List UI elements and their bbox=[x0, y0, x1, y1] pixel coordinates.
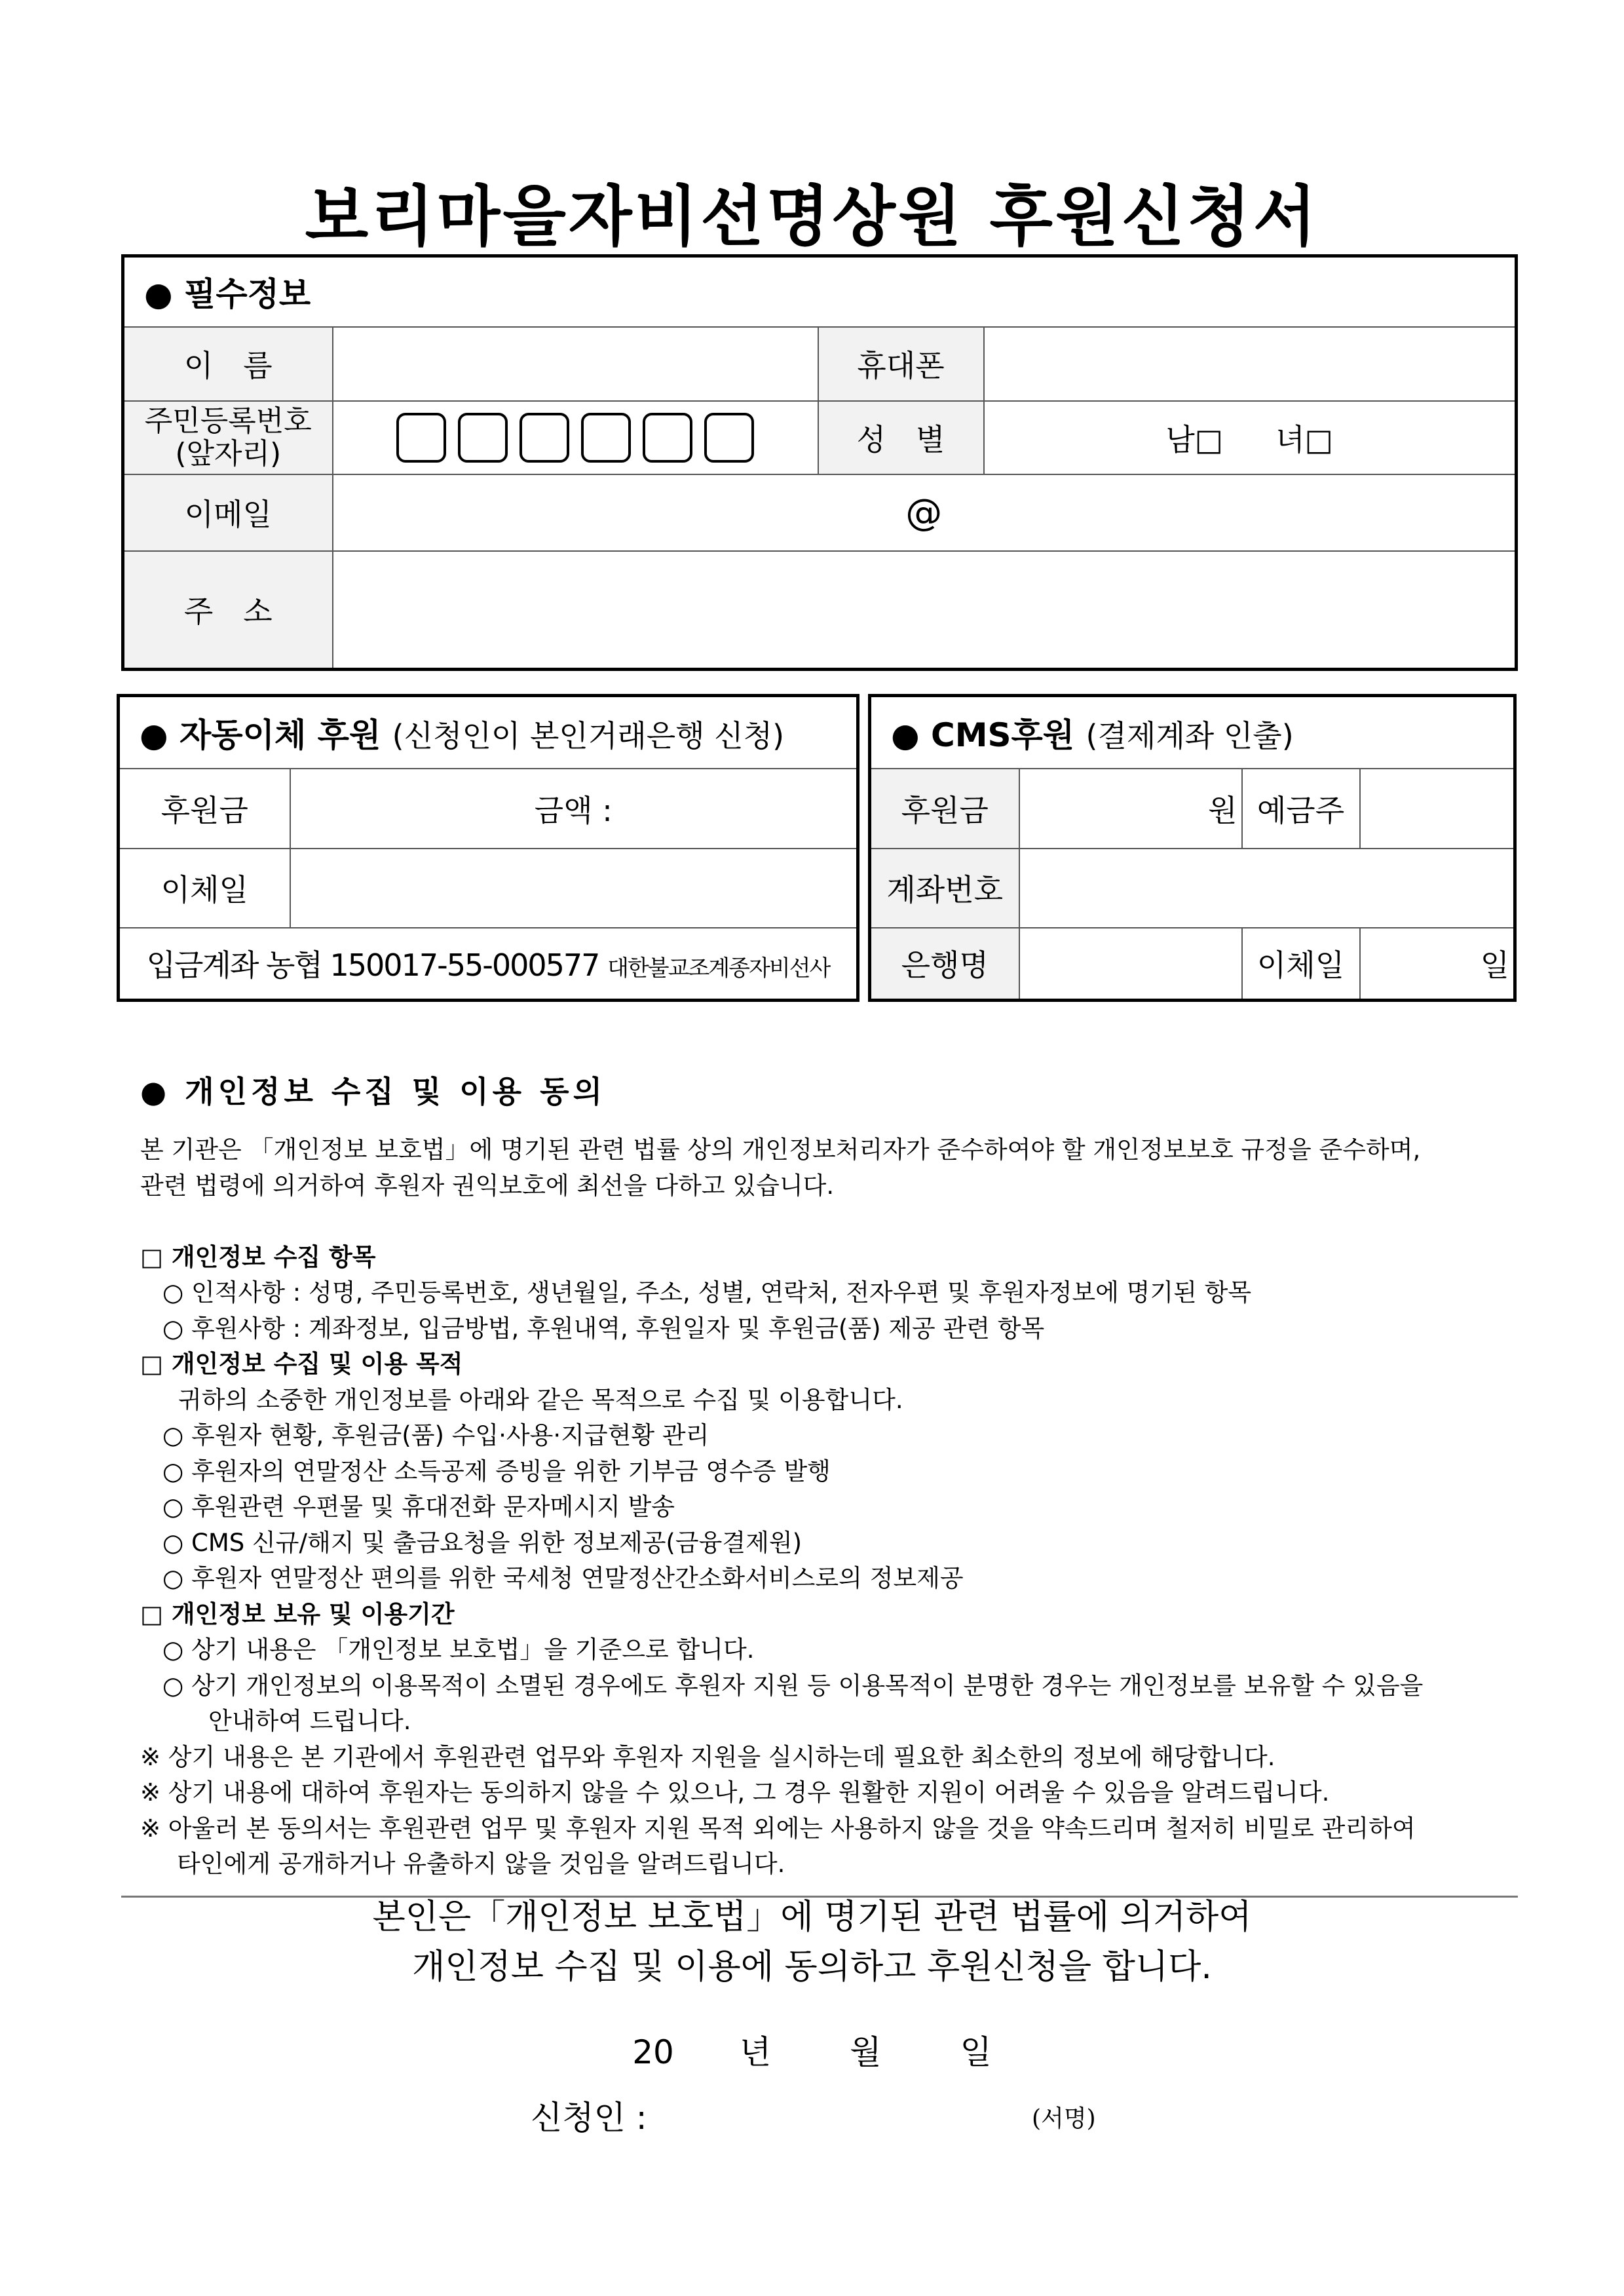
form-title: 보리마을자비선명상원 후원신청서 bbox=[305, 178, 1319, 255]
gender-male-checkbox[interactable]: 남□ bbox=[1165, 421, 1224, 457]
consent-line: 안내하여 드립니다. bbox=[208, 1707, 411, 1735]
consent-body bbox=[140, 1132, 1522, 1883]
name-label: 이 름 bbox=[123, 327, 333, 401]
consent-line: ○ 후원관련 우편물 및 휴대전화 문자메시지 발송 bbox=[162, 1493, 675, 1521]
rrn-digit-box[interactable] bbox=[581, 413, 631, 463]
cms-subtitle: (결제계좌 인출) bbox=[1086, 718, 1294, 754]
closing-line-2: 개인정보 수집 및 이용에 동의하고 후원신청을 합니다. bbox=[412, 1947, 1212, 1987]
consent-note: ※ 상기 내용에 대하여 후원자는 동의하지 않을 수 있으나, 그 경우 원활한 지원이 어려울 수 있음을 알려드립니다. bbox=[140, 1778, 1330, 1807]
consent-line: ○ 후원자 연말정산 편의를 위한 국세청 연말정산간소화서비스로의 정보제공 bbox=[162, 1564, 964, 1592]
rrn-digit-box[interactable] bbox=[458, 413, 508, 463]
rrn-digit-box[interactable] bbox=[396, 413, 446, 463]
signature-field[interactable]: (서명) bbox=[1032, 2105, 1096, 2132]
cms-bank-label: 은행명 bbox=[870, 928, 1019, 1001]
rrn-boxes bbox=[333, 401, 818, 474]
rrn-label bbox=[123, 401, 333, 474]
cms-amount-field[interactable]: 원 bbox=[1019, 769, 1242, 849]
cms-header bbox=[870, 696, 1515, 769]
consent-section-title: □ 개인정보 수집 및 이용 목적 bbox=[140, 1350, 463, 1378]
date-day[interactable]: 일 bbox=[960, 2033, 992, 2071]
consent-header: ● 개인정보 수집 및 이용 동의 bbox=[140, 1074, 607, 1109]
consent-section-title: □ 개인정보 보유 및 이용기간 bbox=[140, 1599, 455, 1628]
rrn-label-line2: (앞자리) bbox=[175, 436, 282, 470]
closing-statement bbox=[0, 1892, 1624, 1992]
cms-date-field[interactable]: 일 bbox=[1360, 928, 1515, 1001]
name-field[interactable] bbox=[333, 327, 818, 401]
rrn-label-line1: 주민등록번호 bbox=[144, 404, 312, 438]
cms-bank-field[interactable] bbox=[1019, 928, 1242, 1001]
cms-account-field[interactable] bbox=[1019, 849, 1515, 928]
applicant-label: 신청인 : bbox=[531, 2099, 647, 2137]
deposit-account bbox=[119, 928, 858, 1001]
auto-amount-field[interactable]: 금액 : bbox=[290, 769, 858, 849]
cms-table bbox=[868, 694, 1517, 1002]
consent-line: ○ 인적사항 : 성명, 주민등록번호, 생년월일, 주소, 성별, 연락처, 전자우편 및 후원자정보에 명기된 항목 bbox=[162, 1278, 1252, 1307]
cms-title: ● CMS후원 bbox=[891, 716, 1075, 754]
consent-line: ○ 상기 내용은 「개인정보 보호법」을 기준으로 합니다. bbox=[162, 1636, 755, 1664]
email-label: 이메일 bbox=[123, 474, 333, 551]
auto-date-field[interactable] bbox=[290, 849, 858, 928]
gender-female-checkbox[interactable]: 녀□ bbox=[1275, 421, 1334, 457]
consent-line: ○ 후원자 현황, 후원금(품) 수입·사용·지급현황 관리 bbox=[162, 1421, 709, 1449]
consent-line: 귀하의 소중한 개인정보를 아래와 같은 목적으로 수집 및 이용합니다. bbox=[178, 1385, 903, 1414]
consent-note: 타인에게 공개하거나 유출하지 않을 것임을 알려드립니다. bbox=[177, 1850, 785, 1878]
auto-transfer-subtitle: (신청인이 본인거래은행 신청) bbox=[392, 718, 785, 754]
gender-field bbox=[984, 401, 1517, 474]
cms-holder-field[interactable] bbox=[1360, 769, 1515, 849]
rrn-digit-box[interactable] bbox=[643, 413, 692, 463]
cms-holder-label: 예금주 bbox=[1242, 769, 1360, 849]
consent-line: ○ 후원자의 연말정산 소득공제 증빙을 위한 기부금 영수증 발행 bbox=[162, 1457, 831, 1485]
deposit-account-holder: 대한불교조계종자비선사 bbox=[607, 955, 830, 982]
cms-date-label: 이체일 bbox=[1242, 928, 1360, 1001]
gender-label: 성 별 bbox=[818, 401, 984, 474]
consent-line: ○ CMS 신규/해지 및 출금요청을 위한 정보제공(금융결제원) bbox=[162, 1528, 803, 1557]
date-month[interactable]: 월 bbox=[850, 2033, 882, 2071]
date-line bbox=[0, 2026, 1624, 2073]
required-info-header: ● 필수정보 bbox=[123, 256, 1517, 327]
address-field[interactable] bbox=[333, 551, 1517, 670]
email-field[interactable]: @ bbox=[333, 474, 1517, 551]
auto-transfer-title: ● 자동이체 후원 bbox=[140, 716, 381, 754]
phone-field[interactable] bbox=[984, 327, 1517, 401]
consent-line: 관련 법령에 의거하여 후원자 권익보호에 최선을 다하고 있습니다. bbox=[140, 1171, 835, 1200]
consent-line: ○ 후원사항 : 계좌정보, 입금방법, 후원내역, 후원일자 및 후원금(품) 제공 관련 항목 bbox=[162, 1314, 1045, 1343]
date-year[interactable]: 20 년 bbox=[632, 2033, 772, 2071]
consent-section-title: □ 개인정보 수집 항목 bbox=[140, 1242, 376, 1271]
address-label: 주 소 bbox=[123, 551, 333, 670]
deposit-account-number: 입금계좌 농협 150017-55-000577 bbox=[146, 947, 599, 984]
cms-amount-label: 후원금 bbox=[870, 769, 1019, 849]
consent-note: ※ 아울러 본 동의서는 후원관련 업무 및 후원자 지원 목적 외에는 사용하지 않을 것을 약속드리며 철저히 비밀로 관리하여 bbox=[140, 1814, 1416, 1843]
rrn-digit-box[interactable] bbox=[519, 413, 569, 463]
auto-transfer-table bbox=[117, 694, 859, 1002]
auto-transfer-header bbox=[119, 696, 858, 769]
auto-amount-label: 후원금 bbox=[119, 769, 290, 849]
cms-account-label: 계좌번호 bbox=[870, 849, 1019, 928]
closing-line-1: 본인은「개인정보 보호법」에 명기된 관련 법률에 의거하여 bbox=[372, 1898, 1252, 1937]
consent-line: ○ 상기 개인정보의 이용목적이 소멸된 경우에도 후원자 지원 등 이용목적이 분명한 경우는 개인정보를 보유할 수 있음을 bbox=[162, 1671, 1424, 1700]
phone-label: 휴대폰 bbox=[818, 327, 984, 401]
consent-line: 본 기관은 「개인정보 보호법」에 명기된 관련 법률 상의 개인정보처리자가 준수하여야 할 개인정보보호 규정을 준수하며, bbox=[140, 1136, 1421, 1164]
consent-note: ※ 상기 내용은 본 기관에서 후원관련 업무와 후원자 지원을 실시하는데 필요한 최소한의 정보에 해당합니다. bbox=[140, 1742, 1275, 1771]
auto-date-label: 이체일 bbox=[119, 849, 290, 928]
required-info-table bbox=[121, 254, 1518, 671]
rrn-digit-box[interactable] bbox=[704, 413, 754, 463]
consent-line bbox=[140, 1204, 1522, 1240]
